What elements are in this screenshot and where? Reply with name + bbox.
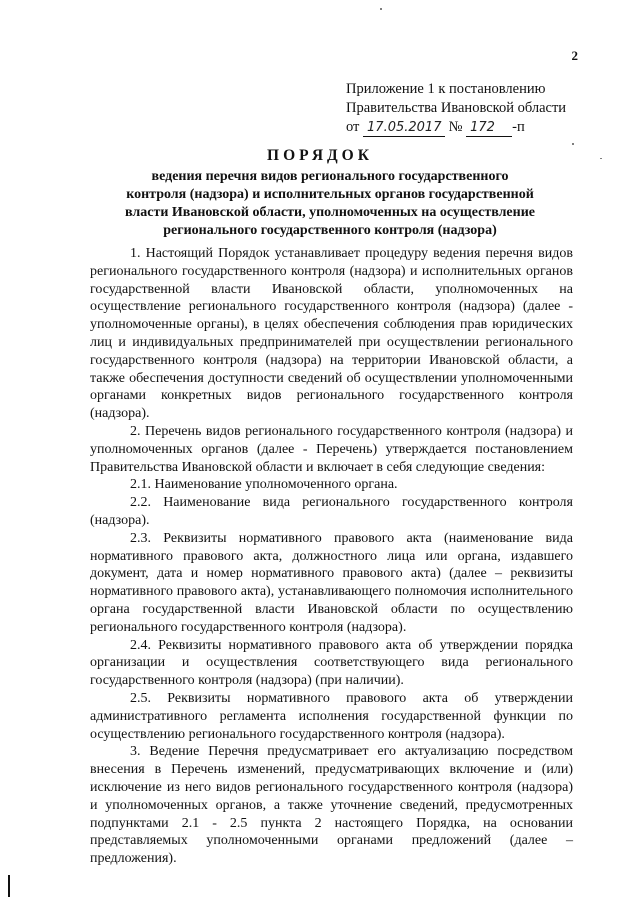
document-subtitle: ведения перечня видов регионального государственного контроля (надзора) и исполнительных органов государственной власти Ивановской области, уполномоченных на осуществление регионального государственного контроля (надзора) [125,169,535,238]
number-prefix: № [448,119,463,135]
paragraph-2-2: 2.2. Наименование вида регионального государственного контроля (надзора). [90,495,573,528]
paragraph-2-1: 2.1. Наименование уполномоченного органа. [130,477,398,493]
scan-speck [600,158,602,159]
paragraph-2: 2. Перечень видов регионального государственного контроля (надзора) и уполномоченных органов (далее - Перечень) утверждается постановлением Правительства Ивановской области и включает в себя следующие сведения: [90,423,573,475]
scan-margin-mark [8,875,10,897]
number-suffix: -п [512,119,525,135]
scan-speck [572,143,574,145]
appendix-line-2: Правительства Ивановской области [346,100,567,116]
paragraph-2-4: 2.4. Реквизиты нормативного правового акта об утверждении порядка организации и осуществления соответствующего вида регионального государственного контроля (надзора) (при наличии). [90,637,573,689]
handwritten-number: 172 [466,120,512,137]
page-number: 2 [571,48,578,63]
date-prefix: от [346,119,360,135]
paragraph-2-3: 2.3. Реквизиты нормативного правового акта (наименование вида нормативного правового акта, должностного лица или органа, издавшего документ, дата и номер нормативного правового акта) (далее – реквизиты нормативного правового акта), устанавливающего полномочия исполнительного органа государственной власти Ивановской области по осуществлению регионального государственного контроля (надзора). [90,530,573,635]
scan-speck [380,8,382,10]
paragraph-2-5: 2.5. Реквизиты нормативного правового акта об утверждении административного регламента исполнения государственной функции по осуществлению регионального государственного контроля (надзора). [90,690,573,742]
document-body [90,245,573,868]
paragraph-3: 3. Ведение Перечня предусматривает его актуализацию посредством внесения в Перечень изменений, предусматривающих включение и (или) исключение из него видов регионального государственного контроля (надзора) и уполномоченных органов, а также уточнение сведений, предусмотренных подпунктами 2.1 - 2.5 пункта 2 настоящего Порядка, на основании представляемых уполномоченными органами предложений (далее – предложения). [90,744,573,867]
appendix-date-line [346,118,576,137]
paragraph-1: 1. Настоящий Порядок устанавливает процедуру ведения перечня видов регионального государственного контроля (надзора) и исполнительных органов государственной власти Ивановской области, уполномоченных на осуществление регионального государственного контроля (надзора) (далее - уполномоченные органы), в целях обеспечения соблюдения прав юридических лиц и индивидуальных предпринимателей при осуществлении регионального государственного контроля (надзора) на территории Ивановской области, а также обеспечения доступности сведений об осуществлении уполномоченными органами конкретных видов регионального государственного контроля (надзора). [90,246,573,422]
appendix-header [346,80,576,137]
document-title: ПОРЯДОК [267,147,373,164]
handwritten-date: 17.05.2017 [363,120,445,137]
appendix-line-1: Приложение 1 к постановлению [346,81,546,97]
